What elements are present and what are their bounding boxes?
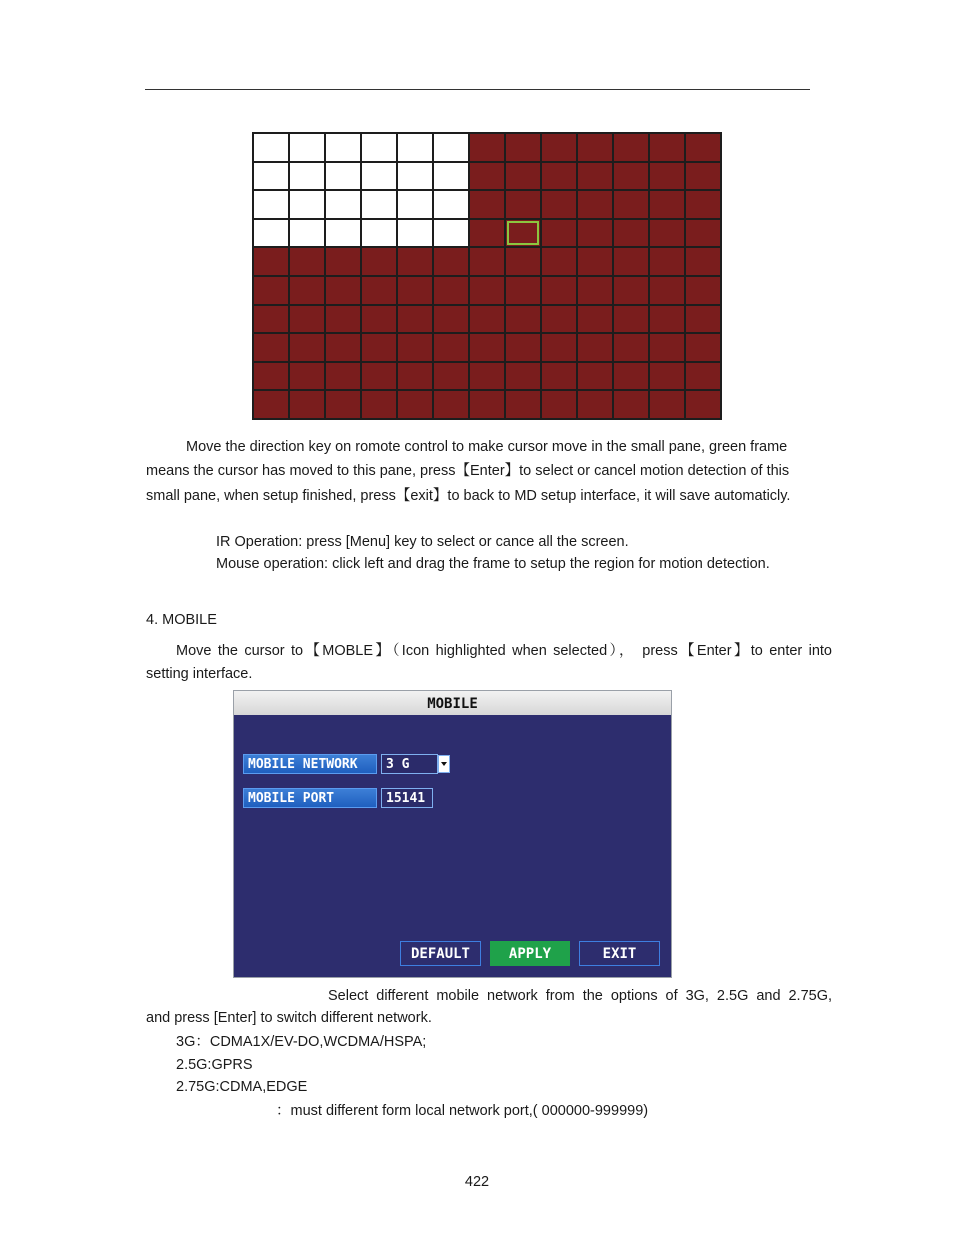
grid-cell[interactable] (254, 334, 288, 361)
grid-cell[interactable] (326, 163, 360, 190)
grid-cell[interactable] (398, 277, 432, 304)
default-button[interactable]: DEFAULT (400, 941, 481, 966)
grid-cell[interactable] (686, 191, 720, 218)
grid-cell[interactable] (398, 220, 432, 247)
grid-cell[interactable] (542, 248, 576, 275)
grid-cell[interactable] (542, 134, 576, 161)
grid-cell[interactable] (290, 391, 324, 418)
grid-cell[interactable] (650, 363, 684, 390)
grid-cell[interactable] (506, 306, 540, 333)
option-3g: 3G：CDMA1X/EV-DO,WCDMA/HSPA; (176, 1034, 427, 1050)
grid-cell[interactable] (290, 363, 324, 390)
grid-cell[interactable] (578, 191, 612, 218)
mobile-network-label: MOBILE NETWORK (243, 754, 377, 774)
grid-cell[interactable] (290, 277, 324, 304)
grid-cell[interactable] (542, 306, 576, 333)
apply-button[interactable]: APPLY (490, 941, 570, 966)
grid-cell[interactable] (650, 220, 684, 247)
grid-cell[interactable] (686, 391, 720, 418)
grid-cell[interactable] (650, 163, 684, 190)
grid-cell[interactable] (290, 248, 324, 275)
grid-cell[interactable] (542, 191, 576, 218)
grid-cell[interactable] (398, 163, 432, 190)
dialog-title: MOBILE (234, 691, 671, 715)
grid-cell[interactable] (362, 306, 396, 333)
grid-cell[interactable] (362, 248, 396, 275)
grid-cell[interactable] (398, 248, 432, 275)
grid-cell[interactable] (614, 306, 648, 333)
grid-cell[interactable] (326, 248, 360, 275)
grid-cell[interactable] (650, 391, 684, 418)
mouse-operation-text: Mouse operation: click left and drag the frame to setup the region for motion detection. (216, 556, 770, 572)
grid-cell[interactable] (578, 277, 612, 304)
header-rule (145, 89, 810, 90)
para2-line2: setting interface. (146, 666, 253, 682)
grid-cell[interactable] (650, 248, 684, 275)
grid-cell[interactable] (650, 334, 684, 361)
grid-cell[interactable] (434, 306, 468, 333)
grid-cell[interactable] (434, 248, 468, 275)
grid-cell[interactable] (362, 334, 396, 361)
grid-cell[interactable] (614, 248, 648, 275)
grid-cell[interactable] (326, 334, 360, 361)
grid-cell[interactable] (362, 277, 396, 304)
grid-cell[interactable] (470, 248, 504, 275)
grid-cell[interactable] (326, 220, 360, 247)
grid-cell[interactable] (434, 277, 468, 304)
grid-cell[interactable] (398, 363, 432, 390)
grid-cell[interactable] (362, 391, 396, 418)
option-2-5g: 2.5G:GPRS (176, 1057, 253, 1073)
mobile-port-label: MOBILE PORT (243, 788, 377, 808)
grid-cell[interactable] (614, 134, 648, 161)
chevron-down-icon[interactable] (438, 755, 450, 773)
grid-cell[interactable] (362, 163, 396, 190)
mobile-dialog (233, 690, 672, 978)
grid-cell[interactable] (686, 277, 720, 304)
grid-cell[interactable] (434, 134, 468, 161)
grid-cell[interactable] (470, 363, 504, 390)
grid-cell[interactable] (650, 277, 684, 304)
grid-cell[interactable] (686, 163, 720, 190)
grid-cell[interactable] (614, 391, 648, 418)
grid-cell[interactable] (614, 277, 648, 304)
grid-cell[interactable] (542, 334, 576, 361)
grid-cell[interactable] (542, 363, 576, 390)
grid-cell[interactable] (434, 220, 468, 247)
option-2-75g: 2.75G:CDMA,EDGE (176, 1079, 308, 1095)
grid-cell[interactable] (290, 306, 324, 333)
para3-line1: Select different mobile network from the options of 3G, 2.5G and 2.75G, (328, 988, 832, 1004)
grid-cell[interactable] (254, 163, 288, 190)
grid-cell[interactable] (470, 277, 504, 304)
grid-cell[interactable] (398, 334, 432, 361)
grid-cell[interactable] (578, 134, 612, 161)
grid-cell[interactable] (614, 220, 648, 247)
grid-cell[interactable] (506, 363, 540, 390)
grid-cell[interactable] (434, 391, 468, 418)
grid-cell[interactable] (506, 248, 540, 275)
grid-cell[interactable] (506, 334, 540, 361)
grid-cell[interactable] (470, 134, 504, 161)
grid-cell[interactable] (614, 334, 648, 361)
grid-cell[interactable] (506, 277, 540, 304)
mobile-network-select[interactable]: 3 G (381, 754, 438, 774)
grid-cell[interactable] (686, 134, 720, 161)
mobile-port-input[interactable]: 15141 (381, 788, 433, 808)
grid-cell[interactable] (254, 220, 288, 247)
grid-cell[interactable] (506, 134, 540, 161)
grid-cell[interactable] (254, 363, 288, 390)
grid-cell[interactable] (470, 163, 504, 190)
grid-cell[interactable] (542, 391, 576, 418)
grid-cell[interactable] (470, 391, 504, 418)
grid-cell[interactable] (326, 191, 360, 218)
grid-cell[interactable] (398, 134, 432, 161)
para1-line2: means the cursor has moved to this pane, press【Enter】to select or cancel motion detection of this (146, 463, 790, 479)
grid-cell[interactable] (470, 334, 504, 361)
grid-cell[interactable] (362, 363, 396, 390)
grid-cell[interactable] (542, 163, 576, 190)
grid-cell[interactable] (434, 334, 468, 361)
grid-cell[interactable] (578, 248, 612, 275)
ir-operation-text: IR Operation: press [Menu] key to select or cance all the screen. (216, 534, 629, 550)
para1-line3: small pane, when setup finished, press【exit】to back to MD setup interface, it will save automaticly. (146, 488, 791, 504)
grid-cell[interactable] (398, 306, 432, 333)
grid-cell[interactable] (506, 163, 540, 190)
grid-cell[interactable] (254, 391, 288, 418)
grid-cell[interactable] (398, 391, 432, 418)
grid-cell[interactable] (614, 163, 648, 190)
grid-cell[interactable] (326, 391, 360, 418)
grid-cell[interactable] (578, 391, 612, 418)
grid-cell[interactable] (326, 277, 360, 304)
grid-cell[interactable] (434, 163, 468, 190)
grid-cell[interactable] (290, 191, 324, 218)
grid-cell[interactable] (362, 191, 396, 218)
grid-cell[interactable] (686, 220, 720, 247)
grid-cell[interactable] (254, 191, 288, 218)
grid-cell[interactable] (542, 277, 576, 304)
grid-cell[interactable] (290, 134, 324, 161)
grid-cell[interactable] (578, 163, 612, 190)
para2-line1: Move the cursor to【MOBLE】（Icon highlighted when selected）， press【Enter】to enter into (176, 643, 832, 659)
grid-cell[interactable] (650, 134, 684, 161)
page-number: 422 (464, 1174, 490, 1190)
grid-cell[interactable] (290, 163, 324, 190)
grid-cell[interactable] (254, 306, 288, 333)
grid-cell[interactable] (686, 334, 720, 361)
grid-cell[interactable] (650, 306, 684, 333)
grid-cell[interactable] (578, 220, 612, 247)
section-heading: 4. MOBILE (146, 612, 217, 628)
grid-cell[interactable] (578, 334, 612, 361)
grid-cursor-cell[interactable] (506, 220, 540, 247)
port-note: ：must different form local network port,( 000000-999999) (276, 1103, 649, 1119)
grid-cell[interactable] (470, 191, 504, 218)
grid-cell[interactable] (614, 363, 648, 390)
grid-cell[interactable] (326, 363, 360, 390)
grid-cell[interactable] (434, 191, 468, 218)
grid-cell[interactable] (470, 306, 504, 333)
grid-cell[interactable] (470, 220, 504, 247)
grid-cell[interactable] (542, 220, 576, 247)
grid-cell[interactable] (290, 334, 324, 361)
grid-cell[interactable] (254, 134, 288, 161)
para3-line2: and press [Enter] to switch different network. (146, 1010, 432, 1026)
grid-cell[interactable] (614, 191, 648, 218)
grid-cell[interactable] (254, 248, 288, 275)
grid-cell[interactable] (686, 363, 720, 390)
grid-cell[interactable] (398, 191, 432, 218)
grid-cell[interactable] (650, 191, 684, 218)
grid-cell[interactable] (686, 306, 720, 333)
grid-cell[interactable] (362, 220, 396, 247)
grid-cell[interactable] (326, 306, 360, 333)
motion-detection-grid[interactable] (252, 132, 722, 420)
para1-line1: Move the direction key on romote control to make cursor move in the small pane, green frame (186, 439, 788, 455)
grid-cell[interactable] (686, 248, 720, 275)
grid-cell[interactable] (578, 306, 612, 333)
grid-cell[interactable] (506, 191, 540, 218)
exit-button[interactable]: EXIT (579, 941, 660, 966)
grid-cell[interactable] (254, 277, 288, 304)
grid-cell[interactable] (290, 220, 324, 247)
grid-cell[interactable] (578, 363, 612, 390)
grid-cell[interactable] (362, 134, 396, 161)
grid-cell[interactable] (506, 391, 540, 418)
grid-cell[interactable] (326, 134, 360, 161)
grid-cell[interactable] (434, 363, 468, 390)
